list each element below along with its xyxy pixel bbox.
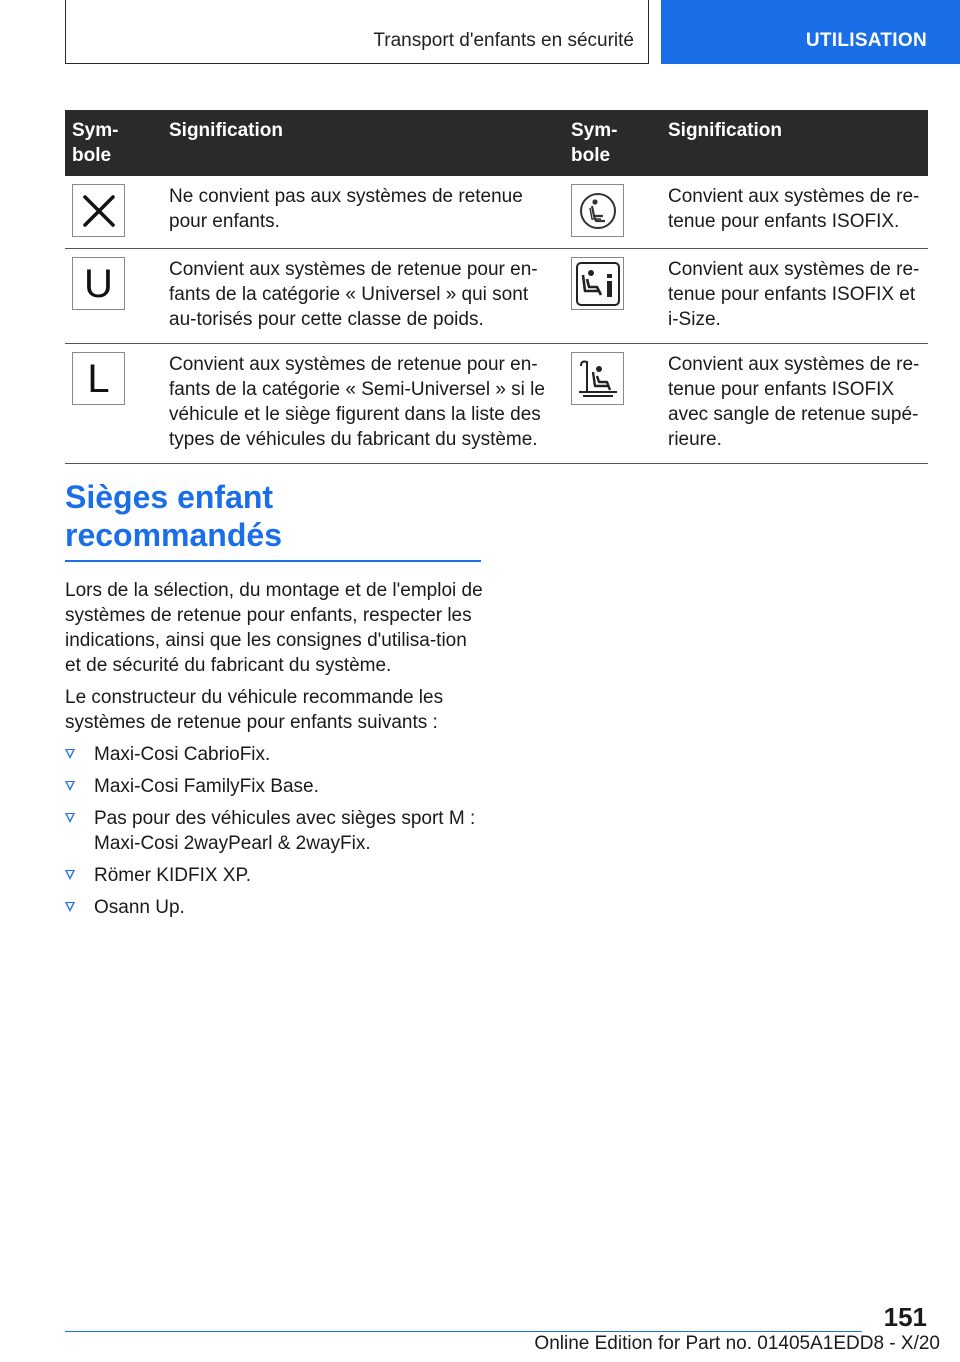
column-header-symbol-left-l2: bole [72, 145, 112, 166]
column-header-meaning-left: Signification [162, 110, 564, 176]
recommended-seats-list [65, 742, 485, 920]
triangle-bullet-icon [65, 781, 75, 791]
column-header-symbol-right-l1: Sym- [571, 120, 618, 141]
running-header-title: Transport d'enfants en sécurité [373, 30, 634, 51]
triangle-bullet-icon [65, 813, 75, 823]
x-cross-icon [72, 184, 125, 237]
meaning-cell: Convient aux systèmes de re-tenue pour enfants ISOFIX. [661, 176, 928, 249]
running-header [65, 0, 649, 64]
symbol-letter-u: U [84, 261, 113, 306]
triangle-bullet-icon [65, 902, 75, 912]
footer-divider [65, 1331, 862, 1332]
list-item [65, 774, 485, 799]
meaning-cell: Convient aux systèmes de re-tenue pour enfants ISOFIX avec sangle de retenue supé-rieure. [661, 344, 928, 464]
table-header-row [65, 110, 928, 176]
column-header-symbol-left [65, 110, 162, 176]
chapter-tab[interactable] [661, 0, 960, 64]
list-item [65, 895, 485, 920]
edition-footer: Online Edition for Part no. 01405A1EDD8 - X/20 [534, 1333, 940, 1354]
list-item [65, 742, 485, 767]
column-header-symbol-right-l2: bole [571, 145, 611, 166]
list-item-text: Römer KIDFIX XP. [94, 865, 251, 886]
universal-letter-symbol [72, 257, 125, 310]
symbol-cell [65, 176, 162, 249]
column-header-symbol-right [564, 110, 661, 176]
symbol-cell [564, 249, 661, 344]
symbol-letter-l: L [87, 356, 110, 401]
list-item-text: Maxi-Cosi CabrioFix. [94, 744, 271, 765]
list-item [65, 863, 485, 888]
triangle-bullet-icon [65, 749, 75, 759]
chapter-tab-label: UTILISATION [805, 30, 927, 51]
page-number: 151 [883, 1302, 927, 1332]
symbol-cell [564, 344, 661, 464]
semi-universal-letter-symbol [72, 352, 125, 405]
symbol-cell [564, 176, 661, 249]
recommended-seats-body [65, 578, 485, 927]
section-title-line2: recommandés [65, 517, 282, 553]
symbols-table [65, 110, 928, 464]
recommendation-paragraph: Le constructeur du véhicule recommande les systèmes de retenue pour enfants suivants : [65, 687, 444, 733]
list-item [65, 806, 485, 856]
section-title [65, 478, 481, 562]
intro-paragraph: Lors de la sélection, du montage et de l'emploi de systèmes de retenue pour enfants, respecter les indications, ainsi que les consignes d'utilisa-tion et de sécurité du fabricant du système. [65, 580, 483, 676]
isofix-top-tether-icon [571, 352, 624, 405]
triangle-bullet-icon [65, 870, 75, 880]
meaning-cell: Convient aux systèmes de retenue pour en-fants de la catégorie « Semi-Universel » si le véhicule et le siège figurent dans la liste des types de véhicules du fabricant du système. [162, 344, 564, 464]
meaning-cell: Convient aux systèmes de retenue pour en-fants de la catégorie « Universel » qui sont au-torisés pour cette classe de poids. [162, 249, 564, 344]
list-item-text: Maxi-Cosi FamilyFix Base. [94, 776, 319, 797]
table-row [65, 344, 928, 464]
list-item-text: Pas pour des véhicules avec sièges sport M : Maxi-Cosi 2wayPearl & 2wayFix. [94, 808, 476, 854]
table-row [65, 176, 928, 249]
i-size-icon [571, 257, 624, 310]
table-row [65, 249, 928, 344]
meaning-cell: Ne convient pas aux systèmes de retenue pour enfants. [162, 176, 564, 249]
symbol-cell [65, 344, 162, 464]
column-header-meaning-right: Signification [661, 110, 928, 176]
column-header-symbol-left-l1: Sym- [72, 120, 119, 141]
section-title-line1: Sièges enfant [65, 479, 274, 515]
isofix-icon [571, 184, 624, 237]
meaning-cell: Convient aux systèmes de re-tenue pour enfants ISOFIX et i-Size. [661, 249, 928, 344]
list-item-text: Osann Up. [94, 897, 185, 918]
symbol-cell [65, 249, 162, 344]
